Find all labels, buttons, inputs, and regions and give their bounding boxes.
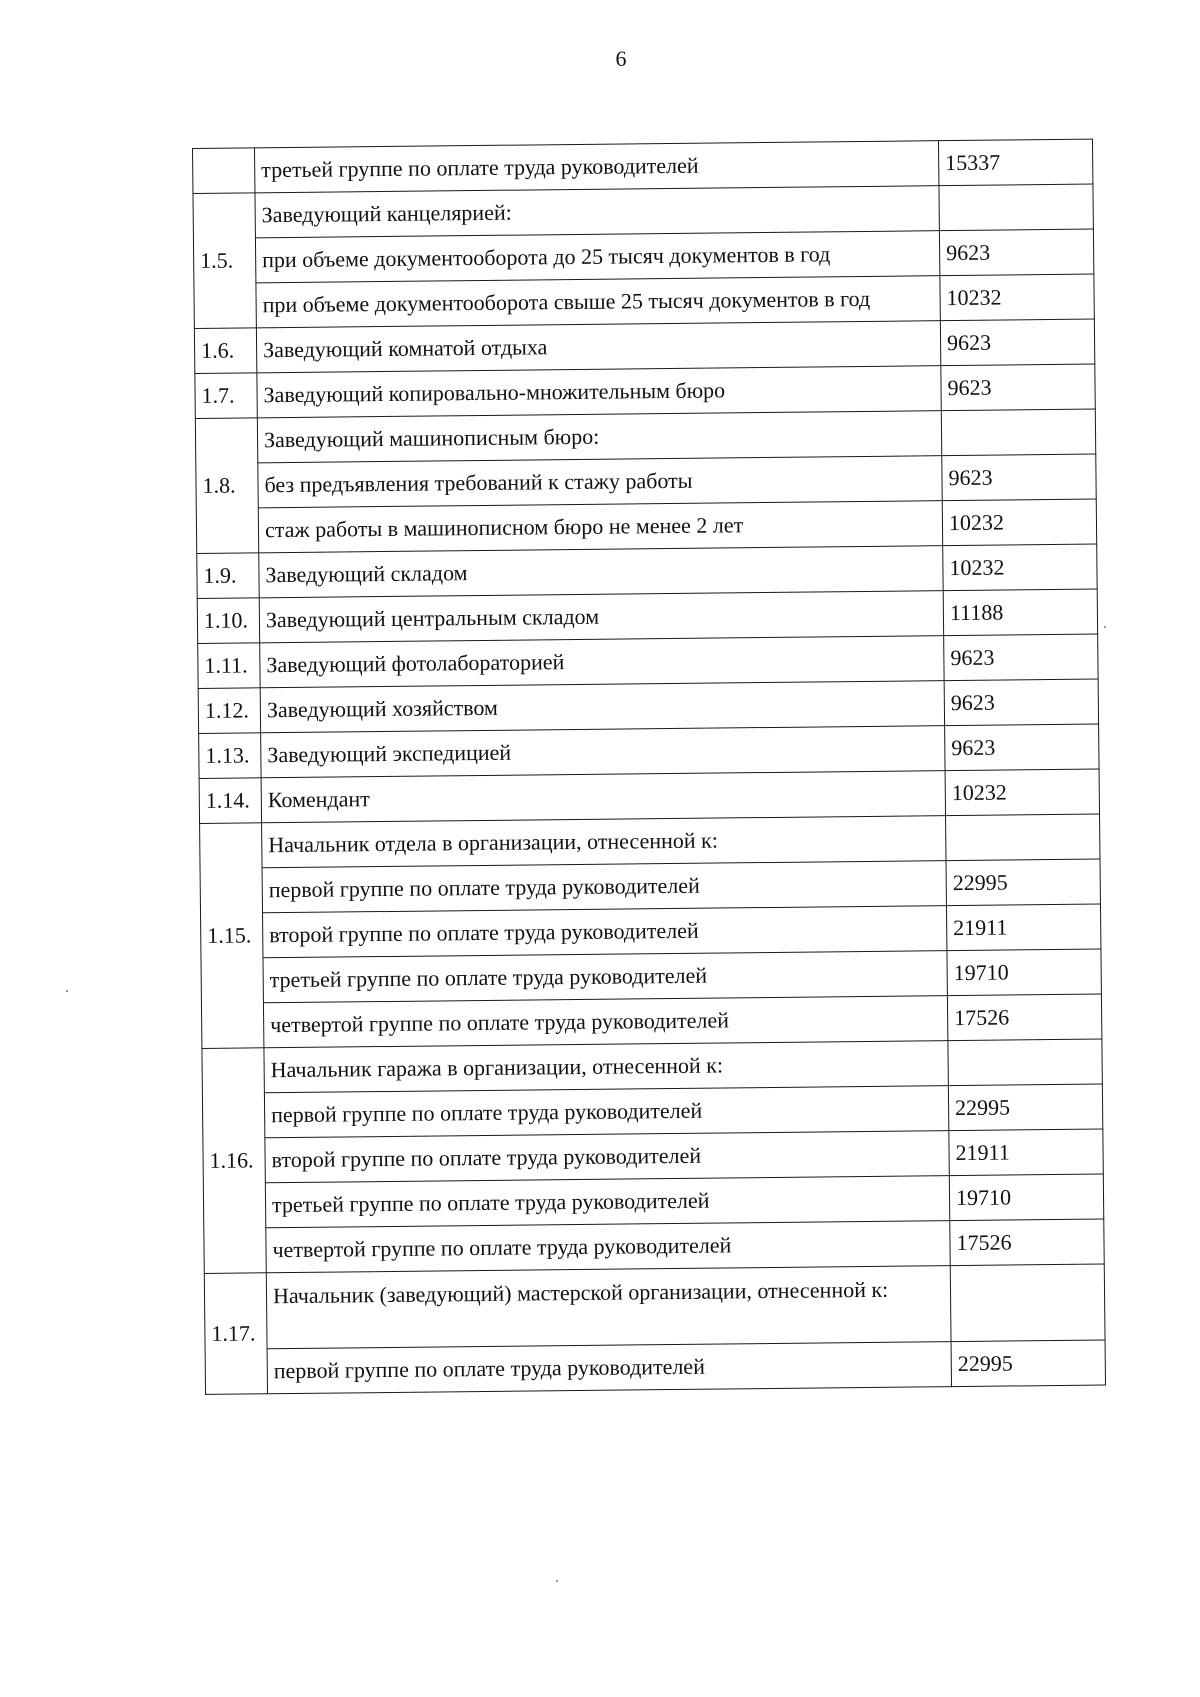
position-text: третьей группе по оплате труда руководителей bbox=[263, 951, 947, 1003]
position-text: Заведующий экспедицией bbox=[261, 726, 945, 778]
salary-value: 10232 bbox=[945, 769, 1099, 816]
salary-value: 10232 bbox=[940, 274, 1094, 321]
item-number: 1.8. bbox=[195, 418, 258, 554]
item-number: 1.15. bbox=[200, 823, 264, 1049]
salary-value: 22995 bbox=[946, 859, 1100, 906]
salary-value: 9623 bbox=[945, 724, 1099, 771]
position-text: при объеме документооборота свыше 25 тысяч документов в год bbox=[256, 276, 940, 328]
position-text: Заведующий комнатой отдыха bbox=[256, 321, 940, 373]
salary-value: 11188 bbox=[943, 589, 1097, 636]
item-number: 1.7. bbox=[195, 373, 257, 419]
table-row bbox=[205, 1340, 1105, 1394]
position-text: Заведующий складом bbox=[259, 546, 943, 598]
position-text: Комендант bbox=[261, 771, 945, 823]
position-text: Начальник (заведующий) мастерской организации, отнесенной к: bbox=[266, 1266, 951, 1349]
item-number bbox=[193, 148, 255, 194]
salary-value: 10232 bbox=[942, 499, 1096, 546]
salary-value bbox=[941, 409, 1095, 456]
salary-value: 9623 bbox=[941, 364, 1095, 411]
position-text: Заведующий канцелярией: bbox=[255, 186, 939, 238]
item-number: 1.11. bbox=[198, 643, 260, 689]
item-number: 1.17. bbox=[204, 1273, 267, 1395]
position-text: третьей группе по оплате труда руководителей bbox=[255, 141, 939, 193]
salary-value bbox=[946, 814, 1100, 861]
position-text: четвертой группе по оплате труда руководителей bbox=[263, 996, 947, 1048]
salary-value: 9623 bbox=[940, 319, 1094, 366]
position-text: второй группе по оплате труда руководителей bbox=[265, 1131, 949, 1183]
salary-value: 9623 bbox=[944, 634, 1098, 681]
salary-value: 9623 bbox=[942, 454, 1096, 501]
position-text: третьей группе по оплате труда руководителей bbox=[265, 1176, 949, 1228]
salary-value: 21911 bbox=[946, 904, 1100, 951]
item-number: 1.12. bbox=[198, 688, 260, 734]
position-text: при объеме документооборота до 25 тысяч документов в год bbox=[255, 231, 939, 283]
table-row bbox=[204, 1264, 1105, 1349]
position-text: второй группе по оплате труда руководителей bbox=[263, 906, 947, 958]
salary-value: 17526 bbox=[950, 1219, 1104, 1266]
position-text: Начальник отдела в организации, отнесенной к: bbox=[262, 816, 946, 868]
salary-value: 22995 bbox=[951, 1340, 1105, 1387]
salary-value bbox=[948, 1039, 1102, 1086]
item-number: 1.13. bbox=[199, 733, 261, 779]
salary-value: 19710 bbox=[947, 949, 1101, 996]
salary-value: 9623 bbox=[944, 679, 1098, 726]
scan-speck bbox=[1104, 626, 1106, 628]
item-number: 1.16. bbox=[202, 1048, 266, 1274]
position-text: Заведующий копировально-множительным бюро bbox=[257, 366, 941, 418]
scan-speck bbox=[556, 1580, 558, 1582]
scan-speck bbox=[66, 990, 68, 992]
salary-value: 9623 bbox=[939, 229, 1093, 276]
salary-value: 21911 bbox=[949, 1129, 1103, 1176]
position-text: четвертой группе по оплате труда руководителей bbox=[266, 1221, 950, 1273]
position-text: первой группе по оплате труда руководителей bbox=[262, 861, 946, 913]
item-number: 1.6. bbox=[194, 328, 256, 374]
item-number: 1.9. bbox=[197, 553, 259, 599]
position-text: без предъявления требований к стажу работы bbox=[258, 456, 942, 508]
position-text: Заведующий машинописным бюро: bbox=[257, 411, 941, 463]
salary-value: 17526 bbox=[947, 994, 1101, 1041]
position-text: первой группе по оплате труда руководителей bbox=[264, 1086, 948, 1138]
position-text: стаж работы в машинописном бюро не менее 2 лет bbox=[258, 501, 942, 553]
position-text: первой группе по оплате труда руководителей bbox=[267, 1342, 951, 1394]
salary-value: 19710 bbox=[949, 1174, 1103, 1221]
salary-value bbox=[939, 184, 1093, 231]
salary-table bbox=[192, 139, 1106, 1395]
item-number: 1.10. bbox=[197, 598, 259, 644]
salary-value: 22995 bbox=[948, 1084, 1102, 1131]
page-number: 6 bbox=[615, 46, 627, 71]
salary-value bbox=[950, 1264, 1105, 1342]
salary-value: 10232 bbox=[943, 544, 1097, 591]
item-number: 1.5. bbox=[193, 193, 256, 329]
position-text: Заведующий центральным складом bbox=[259, 591, 943, 643]
position-text: Начальник гаража в организации, отнесенной к: bbox=[264, 1041, 948, 1093]
position-text: Заведующий фотолабораторией bbox=[260, 636, 944, 688]
position-text: Заведующий хозяйством bbox=[260, 681, 944, 733]
salary-value: 15337 bbox=[938, 139, 1092, 186]
item-number: 1.14. bbox=[199, 778, 261, 824]
